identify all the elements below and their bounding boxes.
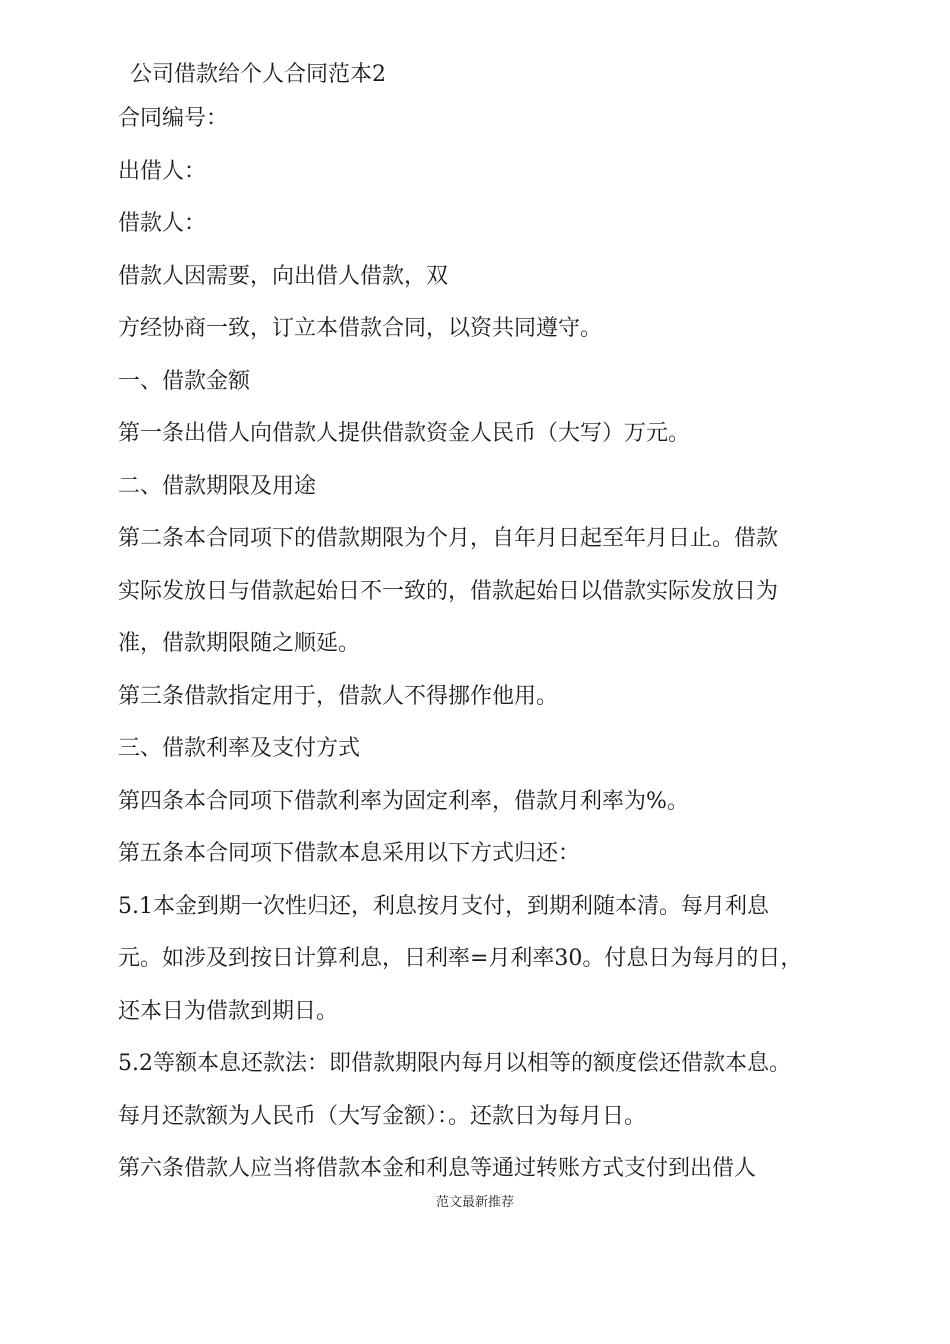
clause-5-1-line-1: 5.1本金到期一次性归还，利息按月支付，到期利随本清。每月利息 bbox=[118, 893, 769, 919]
clause-5-2-line-1: 5.2等额本息还款法：即借款期限内每月以相等的额度偿还借款本息。 bbox=[118, 1051, 791, 1076]
document-body bbox=[118, 102, 848, 1205]
article-4: 第四条本合同项下借款利率为固定利率，借款月利率为%。 bbox=[118, 788, 689, 814]
contract-number-line: 合同编号： bbox=[118, 106, 229, 131]
lender-line: 出借人： bbox=[118, 158, 207, 184]
article-2-line-1: 第二条本合同项下的借款期限为个月，自年月日起至年月日止。借款 bbox=[118, 526, 779, 551]
article-2-line-2: 实际发放日与借款起始日不一致的，借款起始日以借款实际发放日为 bbox=[118, 578, 779, 604]
clause-5-1-line-2: 元。如涉及到按日计算利息，日利率=月利率30。付息日为每月的日， bbox=[118, 946, 803, 971]
section-heading-interest: 三、借款利率及支付方式 bbox=[118, 736, 361, 761]
document-title: 公司借款给个人合同范本2 bbox=[130, 62, 386, 87]
section-heading-term: 二、借款期限及用途 bbox=[118, 473, 317, 499]
article-5: 第五条本合同项下借款本息采用以下方式归还： bbox=[118, 841, 581, 866]
clause-5-2-line-2: 每月还款额为人民币（大写金额）：。还款日为每月日。 bbox=[118, 1103, 647, 1129]
article-3: 第三条借款指定用于，借款人不得挪作他用。 bbox=[118, 683, 559, 709]
article-1: 第一条出借人向借款人提供借款资金人民币（大写）万元。 bbox=[118, 421, 691, 446]
preamble-line-1: 借款人因需要，向出借人借款，双 bbox=[118, 263, 449, 289]
article-6-line-1: 第六条借款人应当将借款本金和利息等通过转账方式支付到出借人 bbox=[118, 1156, 757, 1181]
preamble-line-2: 方经协商一致，订立本借款合同，以资共同遵守。 bbox=[118, 316, 603, 341]
article-2-line-3: 准，借款期限随之顺延。 bbox=[118, 631, 361, 656]
borrower-line: 借款人： bbox=[118, 211, 207, 236]
clause-5-1-line-3: 还本日为借款到期日。 bbox=[118, 998, 339, 1024]
page-footer: 范文最新推荐 bbox=[435, 1195, 514, 1210]
section-heading-amount: 一、借款金额 bbox=[118, 368, 251, 394]
